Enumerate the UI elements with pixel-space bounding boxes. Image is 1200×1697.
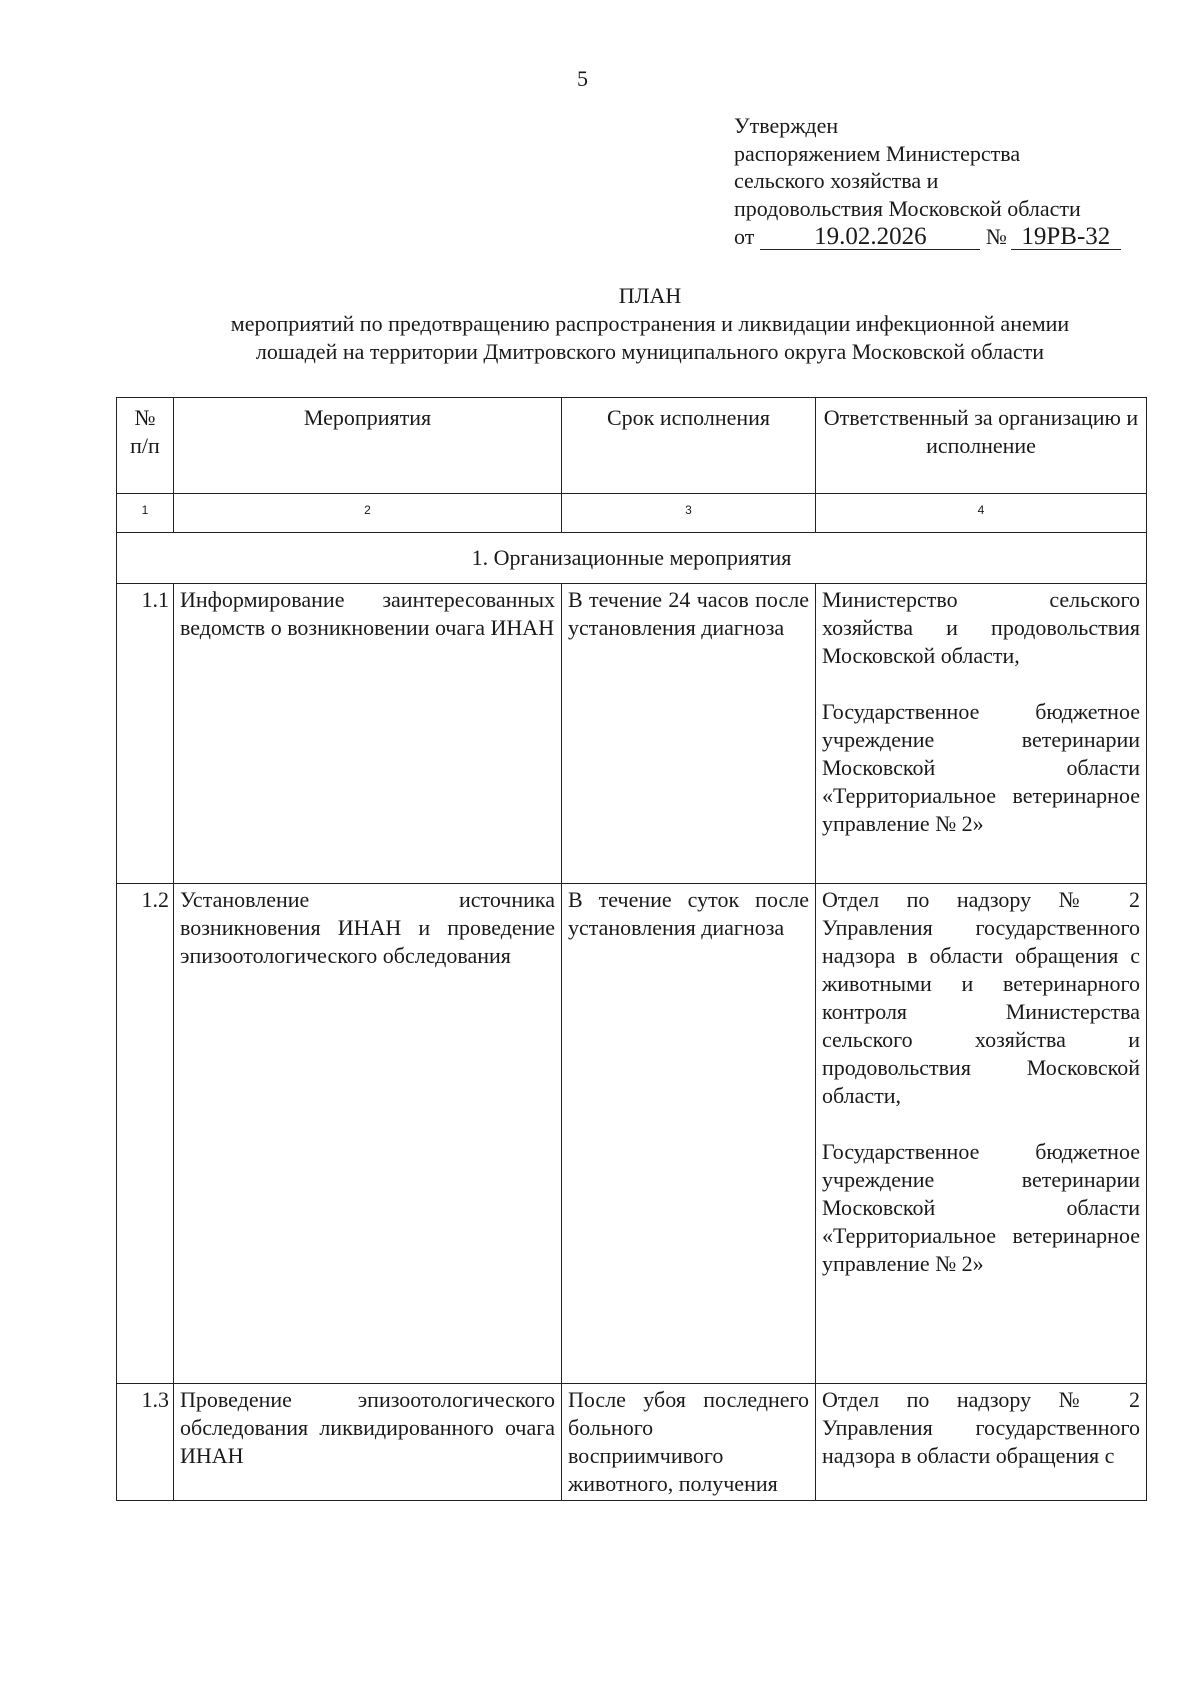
responsible-part: Министерство сельского хозяйства и продовольствия Московской области, [822, 587, 1140, 668]
column-index: 3 [562, 494, 816, 533]
header-num: № п/п [117, 398, 174, 494]
table-header-row [117, 398, 1147, 494]
number-prefix: № [985, 224, 1007, 249]
approval-date: 19.02.2026 [760, 225, 980, 250]
approval-date-line [734, 223, 1121, 251]
responsible-part: Отдел по надзору № 2 Управления государственного надзора в области обращения с животными и ветеринарного контроля Министерства сельского хозяйства и продовольствия Московской области, [822, 887, 1140, 1108]
title-subtitle-line-1: мероприятий по предотвращению распространения и ликвидации инфекционной анемии [230, 311, 1070, 336]
row-number: 1.3 [117, 1384, 174, 1501]
row-number: 1.2 [117, 884, 174, 1384]
table-row [117, 884, 1147, 1384]
header-deadline: Срок исполнения [562, 398, 816, 494]
row-action: Проведение эпизоотологического обследования ликвидированного очага ИНАН [174, 1384, 562, 1501]
column-index: 2 [174, 494, 562, 533]
approval-line: Утвержден [734, 113, 839, 138]
responsible-part: Государственное бюджетное учреждение ветеринарии Московской области «Территориальное ветеринарное управление № 2» [822, 1139, 1140, 1276]
table-row [117, 1384, 1147, 1501]
document-title [150, 282, 1150, 366]
row-action: Информирование заинтересованных ведомств о возникновении очага ИНАН [174, 584, 562, 884]
row-responsible [816, 1384, 1147, 1501]
approval-line: продовольствия Московской области [734, 195, 1081, 221]
plan-table [116, 397, 1147, 1501]
row-number: 1.1 [117, 584, 174, 884]
row-deadline: В течение суток после установления диагноза [562, 884, 816, 1384]
title-subtitle-line-2: лошадей на территории Дмитровского муниципального округа Московской области [255, 339, 1045, 364]
row-action: Установление источника возникновения ИНАН и проведение эпизоотологического обследования [174, 884, 562, 1384]
row-deadline: В течение 24 часов после установления диагноза [562, 584, 816, 884]
row-deadline: После убоя последнего больного восприимчивого животного, получения [562, 1384, 816, 1501]
approval-line: распоряжением Министерства [734, 140, 1021, 166]
column-index: 1 [117, 494, 174, 533]
column-index: 4 [816, 494, 1147, 533]
row-responsible [816, 584, 1147, 884]
row-responsible [816, 884, 1147, 1384]
responsible-part: Государственное бюджетное учреждение ветеринарии Московской области «Территориальное ветеринарное управление № 2» [822, 699, 1140, 836]
approval-stamp [734, 112, 1121, 251]
title-heading: ПЛАН [618, 283, 682, 308]
approval-number: 19РВ-32 [1011, 225, 1121, 250]
date-prefix: от [734, 224, 755, 249]
column-index-row [117, 494, 1147, 533]
section-row [117, 533, 1147, 584]
table-row [117, 584, 1147, 884]
header-action: Мероприятия [174, 398, 562, 494]
page-number: 5 [577, 66, 588, 91]
responsible-part: Отдел по надзору № 2 Управления государственного надзора в области обращения с [822, 1387, 1140, 1468]
header-responsible: Ответственный за организацию и исполнение [816, 398, 1147, 494]
approval-line: сельского хозяйства и [734, 168, 939, 193]
section-title: 1. Организационные мероприятия [117, 533, 1147, 584]
